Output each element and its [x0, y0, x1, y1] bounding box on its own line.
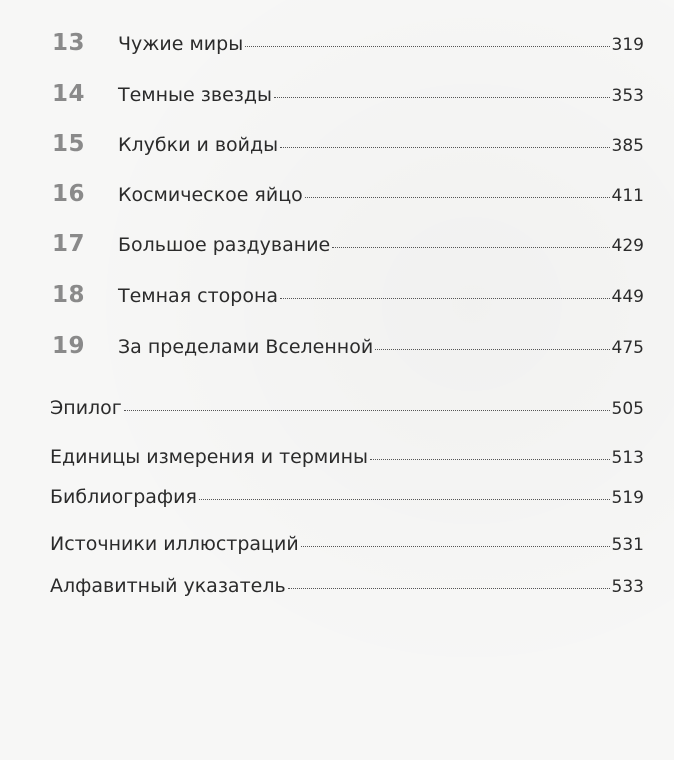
page-number: 385 — [611, 136, 644, 156]
chapter-title: За пределами Вселенной — [118, 336, 374, 358]
dot-leader — [280, 298, 609, 299]
toc-entry-bibliography — [50, 486, 644, 516]
page-number: 519 — [611, 488, 644, 508]
dot-leader — [245, 46, 609, 47]
dot-leader — [332, 247, 609, 248]
entry-title: Библиография — [50, 486, 197, 508]
toc-entry-chapter-13 — [52, 30, 644, 60]
toc-entry-chapter-14 — [52, 81, 644, 111]
chapter-title: Большое раздувание — [118, 234, 331, 256]
dot-leader — [375, 349, 609, 350]
chapter-title: Темные звезды — [118, 84, 273, 106]
page-number: 531 — [611, 535, 644, 555]
chapter-title: Темная сторона — [118, 285, 279, 307]
entry-title: Источники иллюстраций — [50, 533, 299, 555]
toc-entry-illustration-sources — [50, 533, 644, 563]
toc-entry-index — [50, 575, 644, 605]
toc-entry-units-and-terms — [50, 446, 644, 476]
entry-title: Единицы измерения и термины — [50, 446, 369, 468]
chapter-number: 14 — [52, 81, 86, 107]
page-number: 533 — [611, 577, 644, 597]
dot-leader — [280, 147, 609, 148]
entry-title: Эпилог — [50, 397, 122, 419]
page-number: 353 — [611, 86, 644, 106]
page-number: 513 — [611, 448, 644, 468]
page-number: 429 — [611, 236, 644, 256]
entry-title: Алфавитный указатель — [50, 575, 286, 597]
chapter-number: 16 — [52, 181, 86, 207]
chapter-number: 18 — [52, 282, 86, 308]
chapter-title: Клубки и войды — [118, 134, 279, 156]
dot-leader — [301, 546, 610, 547]
page-number: 475 — [611, 338, 644, 358]
page-number: 319 — [611, 35, 644, 55]
chapter-title: Чужие миры — [118, 33, 244, 55]
chapter-number: 19 — [52, 333, 86, 359]
toc-entry-chapter-16 — [52, 181, 644, 211]
chapter-title: Космическое яйцо — [118, 184, 303, 206]
dot-leader — [199, 499, 610, 500]
chapter-number: 17 — [52, 231, 86, 257]
chapter-number: 15 — [52, 131, 86, 157]
dot-leader — [370, 459, 610, 460]
page-number: 411 — [611, 186, 644, 206]
chapter-number: 13 — [52, 30, 86, 56]
toc-entry-chapter-19 — [52, 333, 644, 363]
dot-leader — [288, 588, 610, 589]
dot-leader — [124, 410, 610, 411]
toc-entry-chapter-15 — [52, 131, 644, 161]
toc-entry-chapter-17 — [52, 231, 644, 261]
page-number: 505 — [611, 399, 644, 419]
toc-entry-chapter-18 — [52, 282, 644, 312]
dot-leader — [305, 197, 610, 198]
toc-entry-epilogue — [50, 397, 644, 427]
dot-leader — [274, 97, 610, 98]
page-number: 449 — [611, 287, 644, 307]
